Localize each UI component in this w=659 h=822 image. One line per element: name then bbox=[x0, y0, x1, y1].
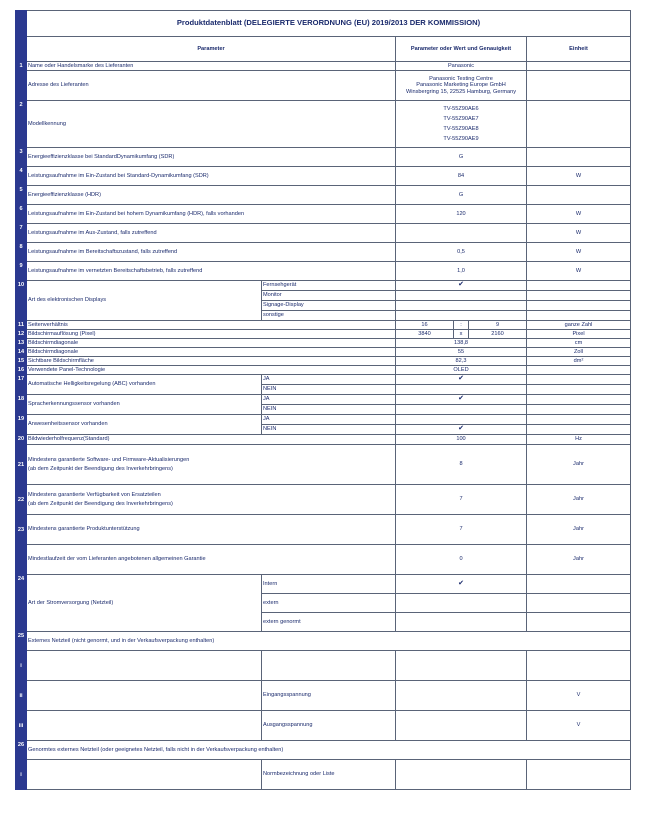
row-value: 7 bbox=[396, 515, 527, 545]
table-row bbox=[16, 741, 631, 760]
table-row bbox=[16, 167, 631, 186]
option-check bbox=[396, 575, 527, 594]
row-number: 10 bbox=[16, 281, 27, 321]
address-line: Panasonic Marketing Europe GmbH bbox=[416, 82, 506, 89]
checkmark-icon: ✔ bbox=[458, 395, 464, 403]
row-unit bbox=[527, 186, 631, 205]
row-value: 100 bbox=[396, 435, 527, 445]
row-unit bbox=[527, 575, 631, 594]
sub-label: Eingangsspannung bbox=[262, 681, 396, 711]
row-unit bbox=[527, 148, 631, 167]
resolution-width: 3840 bbox=[396, 330, 454, 339]
model-id: TV-55Z90AE9 bbox=[443, 136, 479, 142]
checkmark-icon: ✔ bbox=[458, 375, 464, 383]
row-unit: W bbox=[527, 224, 631, 243]
row-label: Anwesenheitssensor vorhanden bbox=[27, 415, 262, 435]
row-label bbox=[27, 485, 396, 515]
table-row bbox=[16, 366, 631, 375]
product-data-sheet bbox=[15, 10, 630, 818]
row-unit bbox=[527, 425, 631, 435]
row-label: Energieeffizienzklasse bei StandardDynamikumfang (SDR) bbox=[27, 148, 396, 167]
model-id: TV-55Z90AE8 bbox=[443, 126, 479, 132]
row-label: Leistungsaufnahme im Ein-Zustand bei Standard-Dynamikumfang (SDR) bbox=[27, 167, 396, 186]
option-label: Monitor bbox=[262, 291, 396, 301]
row-label: Spracherkennungssensor vorhanden bbox=[27, 395, 262, 415]
row-value: 55 bbox=[396, 348, 527, 357]
row-unit bbox=[527, 281, 631, 291]
table-row bbox=[16, 445, 631, 485]
table-row bbox=[16, 632, 631, 651]
row-number: 4 bbox=[16, 167, 27, 186]
row-number: 21 bbox=[16, 445, 27, 485]
table-row bbox=[16, 62, 631, 71]
row-label: Name oder Handelsmarke des Lieferanten bbox=[27, 62, 396, 71]
row-label-line: (ab dem Zeitpunkt der Beendigung des Inverkehrbringens) bbox=[28, 500, 173, 507]
resolution-separator: x bbox=[454, 330, 469, 339]
row-number: 13 bbox=[16, 339, 27, 348]
row-unit: W bbox=[527, 205, 631, 224]
option-yes: JA bbox=[262, 375, 396, 385]
table-row bbox=[16, 224, 631, 243]
sub-label: Normbezeichnung oder Liste bbox=[262, 760, 396, 790]
row-number: i bbox=[16, 651, 27, 681]
option-check bbox=[396, 311, 527, 321]
table-row bbox=[16, 205, 631, 224]
row-value: 0 bbox=[396, 545, 527, 575]
option-label: Signage-Display bbox=[262, 301, 396, 311]
option-label: extern bbox=[262, 594, 396, 613]
option-check bbox=[396, 395, 527, 405]
row-number: 23 bbox=[16, 515, 27, 545]
option-check bbox=[396, 291, 527, 301]
row-value: OLED bbox=[396, 366, 527, 375]
row-number-blank bbox=[16, 545, 27, 575]
table-row bbox=[16, 101, 631, 148]
option-check bbox=[396, 415, 527, 425]
table-row bbox=[16, 651, 631, 681]
table-row bbox=[16, 485, 631, 515]
row-unit: Hz bbox=[527, 435, 631, 445]
row-label bbox=[27, 760, 262, 790]
row-label: Leistungsaufnahme im Ein-Zustand bei hohem Dynamikumfang (HDR), falls vorhanden bbox=[27, 205, 396, 224]
row-number: 14 bbox=[16, 348, 27, 357]
table-row bbox=[16, 711, 631, 741]
option-no: NEIN bbox=[262, 405, 396, 415]
row-number: 8 bbox=[16, 243, 27, 262]
table-row bbox=[16, 281, 631, 291]
row-number: 24 bbox=[16, 575, 27, 632]
row-value: 84 bbox=[396, 167, 527, 186]
row-number: 5 bbox=[16, 186, 27, 205]
row-value bbox=[396, 224, 527, 243]
row-number: 19 bbox=[16, 415, 27, 435]
checkmark-icon: ✔ bbox=[458, 579, 464, 587]
row-label: Art der Stromversorgung (Netzteil) bbox=[27, 575, 262, 632]
row-label: Bildschirmdiagonale bbox=[27, 348, 396, 357]
row-label: Adresse des Lieferanten bbox=[27, 71, 396, 101]
table-row bbox=[16, 339, 631, 348]
row-value bbox=[396, 651, 527, 681]
row-number: 26 bbox=[16, 741, 27, 760]
ratio-height: 9 bbox=[469, 321, 527, 330]
header-parameter: Parameter bbox=[27, 37, 396, 62]
row-number: 6 bbox=[16, 205, 27, 224]
row-unit: W bbox=[527, 167, 631, 186]
table-row bbox=[16, 375, 631, 385]
row-unit: ganze Zahl bbox=[527, 321, 631, 330]
row-label: Leistungsaufnahme im vernetzten Bereitschaftsbetrieb, falls zutreffend bbox=[27, 262, 396, 281]
row-unit bbox=[527, 415, 631, 425]
row-unit bbox=[527, 594, 631, 613]
sheet-title: Produktdatenblatt (DELEGIERTE VERORDNUNG (EU) 2019/2013 DER KOMMISSION) bbox=[27, 11, 631, 37]
model-id: TV-55Z90AE7 bbox=[443, 116, 479, 122]
row-label bbox=[27, 681, 262, 711]
row-number: 18 bbox=[16, 395, 27, 415]
option-check bbox=[396, 375, 527, 385]
table-row bbox=[16, 435, 631, 445]
row-label-line: Mindestens garantierte Software- und Firmware-Aktualisierungen bbox=[28, 456, 190, 463]
sub-label: Ausgangsspannung bbox=[262, 711, 396, 741]
row-unit: W bbox=[527, 262, 631, 281]
row-number: i bbox=[16, 760, 27, 790]
row-unit bbox=[527, 651, 631, 681]
table-row bbox=[16, 348, 631, 357]
section-label: Externes Netzteil (nicht genormt, und in der Verkaufsverpackung enthalten) bbox=[27, 632, 631, 651]
row-label: Art des elektronischen Displays bbox=[27, 281, 262, 321]
option-label: Intern bbox=[262, 575, 396, 594]
row-unit bbox=[527, 385, 631, 395]
option-no: NEIN bbox=[262, 425, 396, 435]
table-row bbox=[16, 262, 631, 281]
row-value: 8 bbox=[396, 445, 527, 485]
row-label bbox=[27, 445, 396, 485]
table-row bbox=[16, 243, 631, 262]
row-number: iii bbox=[16, 711, 27, 741]
row-unit: dm² bbox=[527, 357, 631, 366]
supplier-address bbox=[396, 71, 527, 101]
row-unit: V bbox=[527, 681, 631, 711]
row-unit bbox=[527, 613, 631, 632]
row-number: 1 bbox=[16, 62, 27, 71]
row-unit bbox=[527, 405, 631, 415]
row-unit: Pixel bbox=[527, 330, 631, 339]
row-value: G bbox=[396, 148, 527, 167]
option-label: extern genormt bbox=[262, 613, 396, 632]
row-number: 7 bbox=[16, 224, 27, 243]
row-label: Bildwiederholfrequenz(Standard) bbox=[27, 435, 396, 445]
row-unit: Zoll bbox=[527, 348, 631, 357]
row-number: 22 bbox=[16, 485, 27, 515]
header-unit: Einheit bbox=[527, 37, 631, 62]
row-label bbox=[27, 651, 262, 681]
row-value bbox=[396, 711, 527, 741]
row-label: Leistungsaufnahme im Bereitschaftszustand, falls zutreffend bbox=[27, 243, 396, 262]
row-label: Modellkennung bbox=[27, 101, 396, 148]
option-check bbox=[396, 594, 527, 613]
row-unit bbox=[527, 291, 631, 301]
row-unit: Jahr bbox=[527, 445, 631, 485]
address-line: Winsbergring 15, 22525 Hamburg, Germany bbox=[405, 88, 517, 95]
row-label: Seitenverhältnis bbox=[27, 321, 396, 330]
row-label: Sichtbare Bildschirmfläche bbox=[27, 357, 396, 366]
row-unit bbox=[527, 760, 631, 790]
row-number-blank bbox=[16, 37, 27, 62]
row-unit bbox=[527, 71, 631, 101]
row-label: Verwendete Panel-Technologie bbox=[27, 366, 396, 375]
resolution-height: 2160 bbox=[469, 330, 527, 339]
row-value bbox=[396, 760, 527, 790]
model-id: TV-55Z90AE6 bbox=[443, 106, 479, 112]
row-label: Mindestens garantierte Produktunterstützung bbox=[27, 515, 396, 545]
option-yes: JA bbox=[262, 395, 396, 405]
row-label: Automatische Helligkeitsregelung (ABC) vorhanden bbox=[27, 375, 262, 395]
row-unit: Jahr bbox=[527, 545, 631, 575]
row-number: 17 bbox=[16, 375, 27, 395]
option-yes: JA bbox=[262, 415, 396, 425]
option-label: Fernsehgerät bbox=[262, 281, 396, 291]
row-label: Bildschirmauflösung (Pixel) bbox=[27, 330, 396, 339]
model-list bbox=[396, 101, 527, 148]
row-unit: V bbox=[527, 711, 631, 741]
row-unit: cm bbox=[527, 339, 631, 348]
table-row bbox=[16, 357, 631, 366]
row-number: 16 bbox=[16, 366, 27, 375]
row-unit: Jahr bbox=[527, 515, 631, 545]
row-number: 2 bbox=[16, 101, 27, 148]
table-row bbox=[16, 575, 631, 594]
row-label: Bildschirmdiagonale bbox=[27, 339, 396, 348]
table-row bbox=[16, 321, 631, 330]
row-label: Mindestlaufzeit der vom Lieferanten angebotenen allgemeinen Garantie bbox=[27, 545, 396, 575]
row-unit: W bbox=[527, 243, 631, 262]
row-value bbox=[396, 681, 527, 711]
option-check bbox=[396, 425, 527, 435]
row-number: 3 bbox=[16, 148, 27, 167]
row-label: Energieeffizienzklasse (HDR) bbox=[27, 186, 396, 205]
table-row bbox=[16, 760, 631, 790]
row-number: 20 bbox=[16, 435, 27, 445]
table-row bbox=[16, 186, 631, 205]
option-label: sonstige bbox=[262, 311, 396, 321]
checkmark-icon: ✔ bbox=[458, 281, 464, 289]
row-number: 25 bbox=[16, 632, 27, 651]
row-unit bbox=[527, 395, 631, 405]
row-value: Panasonic bbox=[396, 62, 527, 71]
sub-label bbox=[262, 651, 396, 681]
table-row bbox=[16, 148, 631, 167]
row-number-blank bbox=[16, 71, 27, 101]
table-row bbox=[16, 515, 631, 545]
section-label: Genormtes externes Netzteil (oder geeignetes Netzteil, falls nicht in der Verkaufsverpackung enthalten) bbox=[27, 741, 631, 760]
option-check bbox=[396, 405, 527, 415]
option-no: NEIN bbox=[262, 385, 396, 395]
product-data-table bbox=[15, 10, 631, 790]
header-row bbox=[16, 37, 631, 62]
row-number: 9 bbox=[16, 262, 27, 281]
row-value: G bbox=[396, 186, 527, 205]
checkmark-icon: ✔ bbox=[458, 425, 464, 433]
row-value: 0,5 bbox=[396, 243, 527, 262]
row-number-blank bbox=[16, 11, 27, 37]
option-check bbox=[396, 385, 527, 395]
table-row bbox=[16, 330, 631, 339]
table-row bbox=[16, 71, 631, 101]
option-check bbox=[396, 613, 527, 632]
row-value: 1,0 bbox=[396, 262, 527, 281]
table-row bbox=[16, 415, 631, 425]
title-row bbox=[16, 11, 631, 37]
row-label-line: Mindestens garantierte Verfügbarkeit von Ersatzteilen bbox=[28, 491, 161, 498]
row-value: 138,8 bbox=[396, 339, 527, 348]
table-row bbox=[16, 545, 631, 575]
row-label bbox=[27, 711, 262, 741]
row-unit bbox=[527, 311, 631, 321]
row-label: Leistungsaufnahme im Aus-Zustand, falls zutreffend bbox=[27, 224, 396, 243]
option-check bbox=[396, 281, 527, 291]
row-number: 12 bbox=[16, 330, 27, 339]
option-check bbox=[396, 301, 527, 311]
row-unit bbox=[527, 375, 631, 385]
row-unit bbox=[527, 101, 631, 148]
row-unit bbox=[527, 301, 631, 311]
row-value: 120 bbox=[396, 205, 527, 224]
row-value: 82,3 bbox=[396, 357, 527, 366]
row-unit: Jahr bbox=[527, 485, 631, 515]
row-number: 15 bbox=[16, 357, 27, 366]
row-number: ii bbox=[16, 681, 27, 711]
address-line: Panasonic Testing Centre bbox=[429, 75, 493, 82]
row-number: 11 bbox=[16, 321, 27, 330]
ratio-width: 16 bbox=[396, 321, 454, 330]
ratio-separator: : bbox=[454, 321, 469, 330]
header-value: Parameter oder Wert und Genauigkeit bbox=[396, 37, 527, 62]
row-label-line: (ab dem Zeitpunkt der Beendigung des Inverkehrbringens) bbox=[28, 465, 173, 472]
row-unit bbox=[527, 62, 631, 71]
row-value: 7 bbox=[396, 485, 527, 515]
table-row bbox=[16, 681, 631, 711]
row-unit bbox=[527, 366, 631, 375]
table-row bbox=[16, 395, 631, 405]
